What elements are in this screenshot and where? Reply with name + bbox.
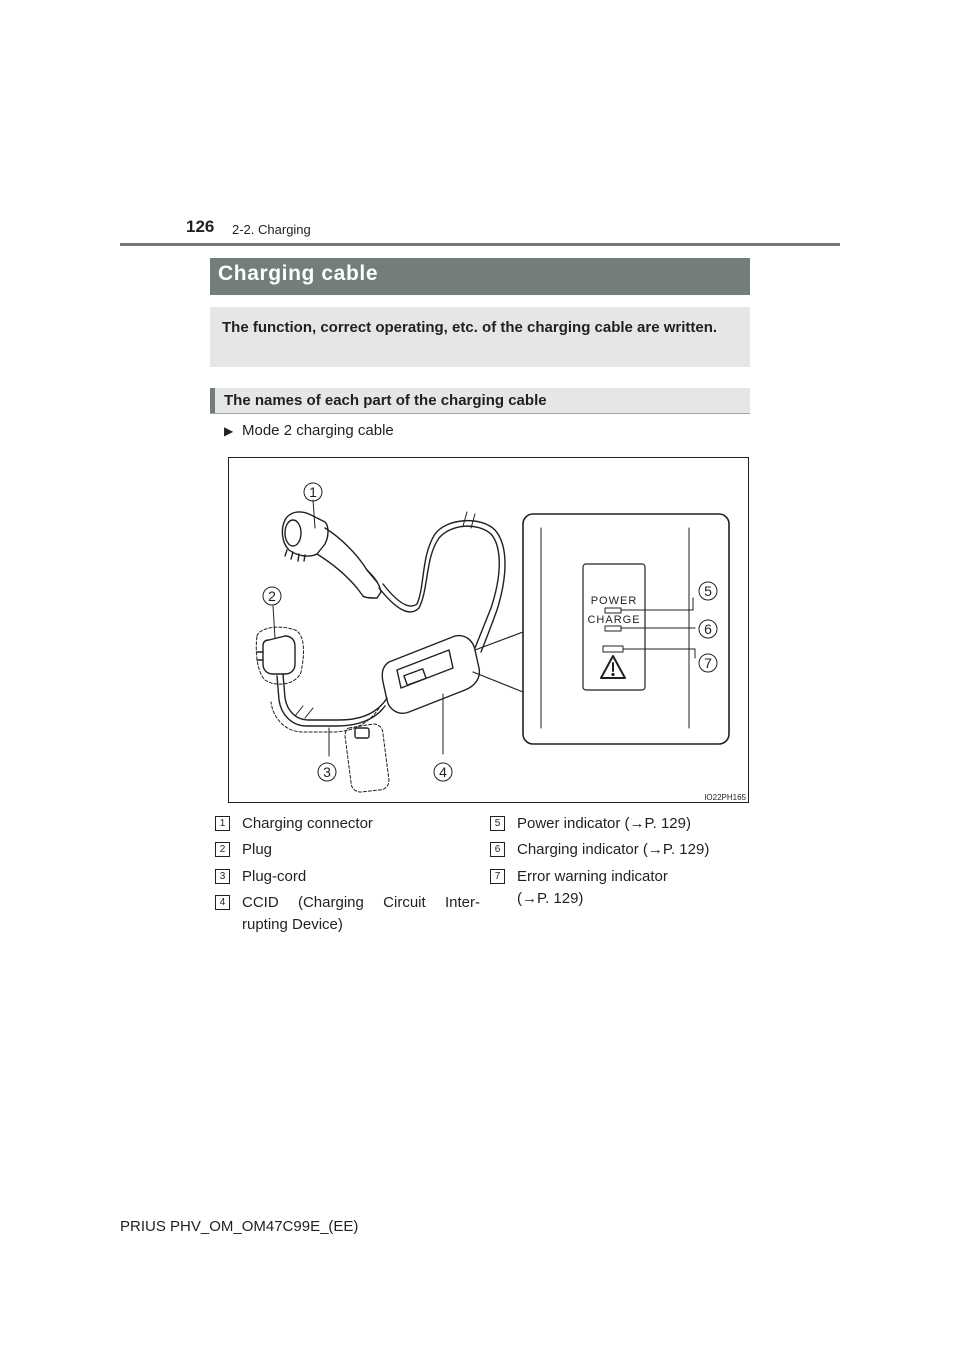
- intro-box: [210, 307, 750, 367]
- power-label: POWER: [590, 595, 638, 607]
- subheading-accent: [210, 388, 215, 413]
- indicator-panel: [583, 564, 645, 690]
- error-indicator: [603, 646, 623, 652]
- footer-doc-id: PRIUS PHV_OM_OM47C99E_(EE): [120, 1218, 359, 1235]
- legend-text-5: Power indicator (→P. 129): [517, 815, 691, 832]
- bullet-text: Mode 2 charging cable: [242, 422, 394, 439]
- connector-neck: [363, 570, 381, 598]
- legend-right: [490, 813, 750, 913]
- section-title: Charging cable: [218, 262, 379, 285]
- intro-text: The function, correct operating, etc. of the charging cable are written.: [222, 319, 718, 336]
- ccid-box: [382, 636, 479, 714]
- zoom-line-top: [475, 632, 523, 650]
- charge-label: CHARGE: [587, 614, 641, 626]
- cable-upper: [379, 526, 499, 648]
- legend-text-3: Plug-cord: [242, 868, 307, 885]
- bullet-arrow-icon: ▶: [224, 424, 234, 438]
- charge-indicator: [605, 626, 621, 631]
- legend-num-5: 5: [490, 816, 505, 831]
- section-label: 2-2. Charging: [232, 222, 311, 237]
- connector-grip: [317, 528, 377, 596]
- legend-text-7b: (→P. 129): [517, 890, 584, 907]
- legend-text-4b: rupting Device): [242, 916, 343, 933]
- callout-4: 4: [439, 764, 447, 780]
- legend-num-1: 1: [215, 816, 230, 831]
- figure-frame: [228, 457, 749, 803]
- page-number: 126: [186, 217, 215, 236]
- charging-cable-illustration: [229, 458, 750, 804]
- legend-num-3: 3: [215, 869, 230, 884]
- legend-text-7a: Error warning indicator: [517, 868, 668, 885]
- bullet-item: [224, 422, 394, 439]
- subheading: The names of each part of the charging cable: [224, 392, 547, 409]
- cable-lower: [283, 674, 387, 720]
- legend-num-4: 4: [215, 895, 230, 910]
- zoom-line-bottom: [473, 672, 523, 692]
- legend-text-2: Plug: [242, 841, 273, 858]
- legend-left: [215, 813, 480, 943]
- legend-num-7: 7: [490, 869, 505, 884]
- legend-text-1: Charging connector: [242, 815, 373, 832]
- legend-num-6: 6: [490, 842, 505, 857]
- callout-2: 2: [268, 588, 276, 604]
- section-title-bar: [210, 258, 750, 295]
- callout-6: 6: [704, 621, 712, 637]
- legend-text-4a: CCID (Charging Circuit Inter-: [242, 894, 480, 911]
- subheading-bar: [210, 388, 750, 414]
- connector-head: [282, 512, 328, 556]
- legend-text-6: Charging indicator (→P. 129): [517, 841, 710, 858]
- plug: [263, 636, 295, 674]
- figure-code: IO22PH165: [704, 793, 746, 802]
- header-rule: [120, 243, 840, 246]
- callout-7: 7: [704, 655, 712, 671]
- callout-5: 5: [704, 583, 712, 599]
- callout-1: 1: [309, 484, 317, 500]
- legend-num-2: 2: [215, 842, 230, 857]
- callout-3: 3: [323, 764, 331, 780]
- power-indicator: [605, 608, 621, 613]
- zoom-panel: [523, 514, 729, 744]
- cable-tag: [345, 724, 389, 792]
- connector-face: [285, 520, 301, 546]
